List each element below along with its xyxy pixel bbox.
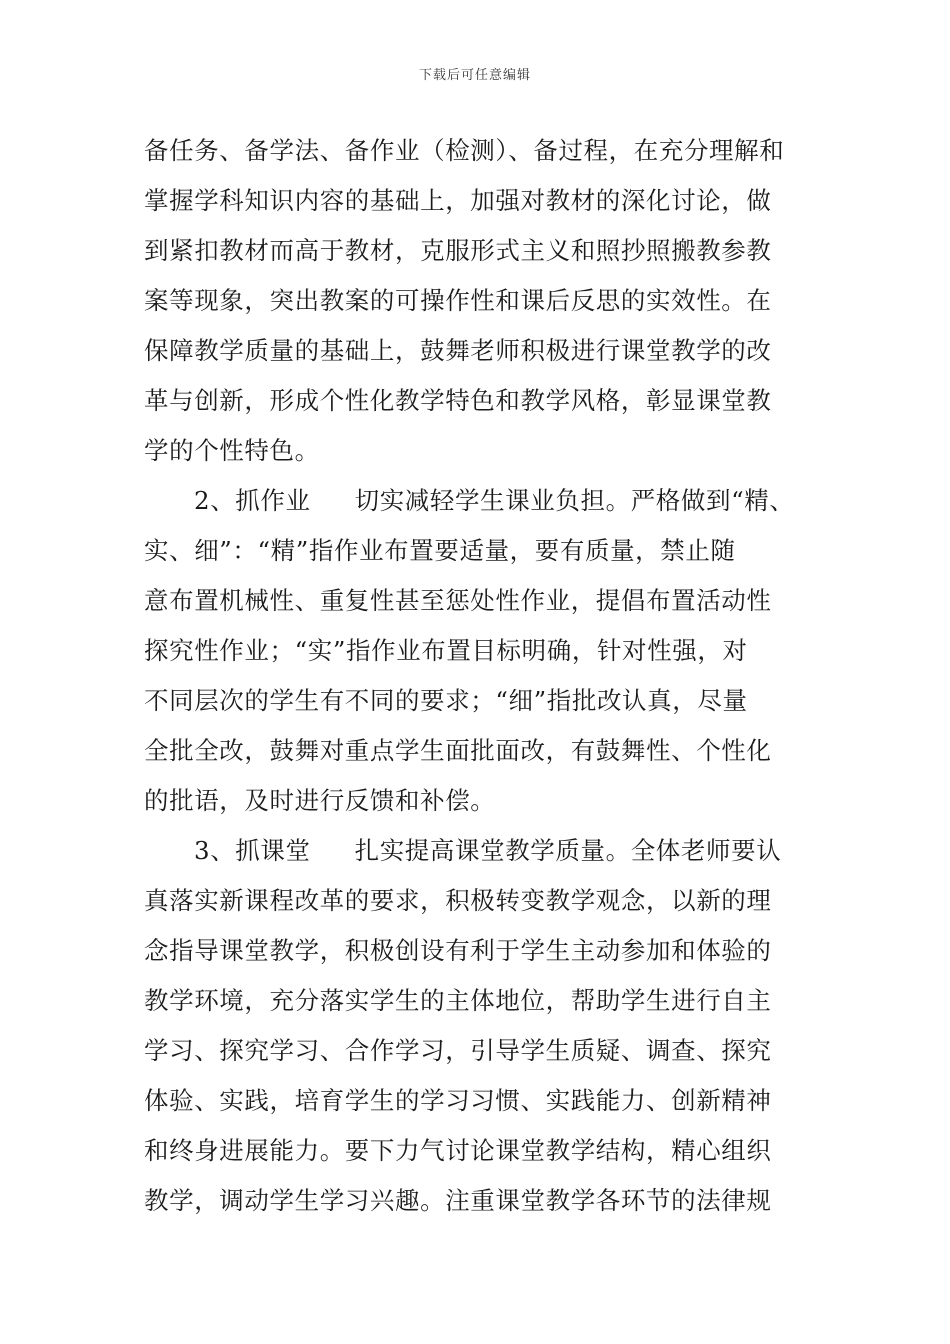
text-line: 掌握学科知识内容的基础上，加强对教材的深化讨论，做: [144, 186, 772, 215]
text-line: 学的个性特色。: [144, 436, 320, 465]
text-line: 革与创新，形成个性化教学特色和教学风格，彰显课堂教: [144, 386, 772, 415]
text-line: 全批全改，鼓舞对重点学生面批面改，有鼓舞性、个性化: [144, 736, 772, 765]
text-line: 念指导课堂教学，积极创设有利于学生主动参加和体验的: [144, 936, 772, 965]
text-line: 意布置机械性、重复性甚至惩处性作业，提倡布置活动性: [144, 586, 772, 615]
text-line: 保障教学质量的基础上，鼓舞老师积极进行课堂教学的改: [144, 336, 772, 365]
text-span: 切实减轻学生课业负担。严格做到“精、: [354, 486, 795, 515]
text-line: 探究性作业；“实”指作业布置目标明确，针对性强，对: [144, 636, 748, 665]
text-line: 和终身进展能力。要下力气讨论课堂教学结构，精心组织: [144, 1136, 772, 1165]
text-line: 不同层次的学生有不同的要求；“细”指批改认真，尽量: [144, 686, 748, 715]
text-line: 教学环境，充分落实学生的主体地位，帮助学生进行自主: [144, 986, 772, 1015]
text-line: [144, 476, 814, 526]
text-line: 到紧扣教材而高于教材，克服形式主义和照抄照搬教参教: [144, 236, 772, 265]
text-line: 体验、实践，培育学生的学习习惯、实践能力、创新精神: [144, 1086, 772, 1115]
paragraph-3: [144, 826, 814, 1226]
text-line: 备任务、备学法、备作业（检测）、备过程，在充分理解和: [144, 136, 785, 165]
text-line: 学习、探究学习、合作学习，引导学生质疑、调查、探究: [144, 1036, 772, 1065]
text-line: [144, 826, 814, 876]
text-line: 的批语，及时进行反馈和补偿。: [144, 786, 496, 815]
text-line: 真落实新课程改革的要求，积极转变教学观念，以新的理: [144, 886, 772, 915]
document-body: [144, 126, 814, 1226]
paragraph-2: [144, 476, 814, 826]
paragraph-1: [144, 126, 814, 476]
text-line: 案等现象，突出教案的可操作性和课后反思的实效性。在: [144, 286, 772, 315]
section-heading: 3、抓课堂: [194, 836, 311, 865]
text-line: 实、细”：“精”指作业布置要适量，要有质量，禁止随: [144, 536, 736, 565]
section-heading: 2、抓作业: [194, 486, 311, 515]
text-line: 教学，调动学生学习兴趣。注重课堂教学各环节的法律规: [144, 1186, 772, 1215]
page-header: 下载后可任意编辑: [418, 68, 531, 83]
text-span: 扎实提高课堂教学质量。全体老师要认: [354, 836, 782, 865]
